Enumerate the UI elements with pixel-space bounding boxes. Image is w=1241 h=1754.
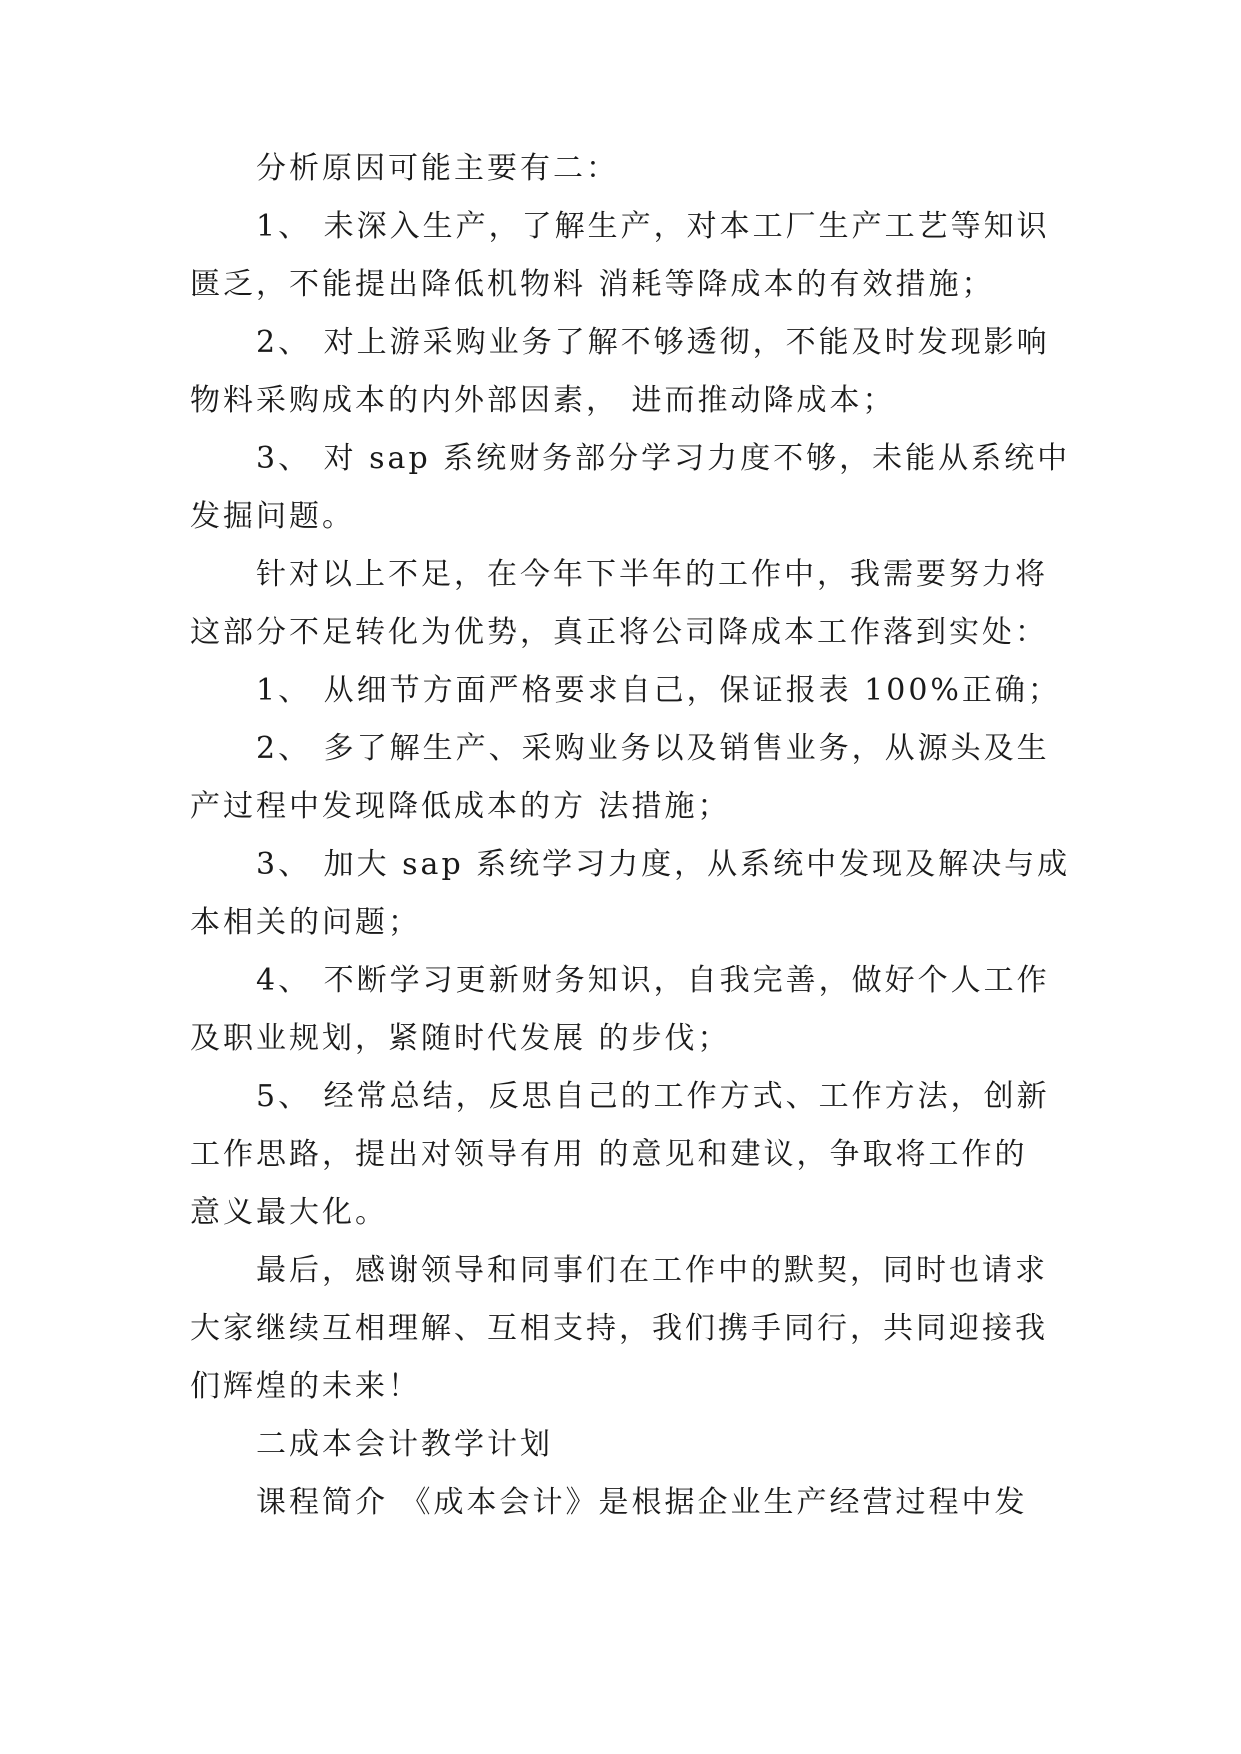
text-line: 工作思路，提出对领导有用 的意见和建议，争取将工作的	[190, 1137, 1028, 1172]
text-line: 产过程中发现降低成本的方 法措施；	[190, 789, 731, 824]
paragraph-analysis-intro	[190, 140, 1090, 198]
text-line: 2、 对上游采购业务了解不够透彻，不能及时发现影响	[256, 325, 1050, 360]
text-line: 们辉煌的未来！	[190, 1369, 421, 1404]
text-line: 意义最大化。	[190, 1195, 388, 1230]
text-line: 4、 不断学习更新财务知识，自我完善，做好个人工作	[256, 963, 1050, 998]
text-line: 大家继续互相理解、互相支持，我们携手同行，共同迎接我	[190, 1311, 1048, 1346]
text-line: 5、 经常总结，反思自己的工作方式、工作方法，创新	[256, 1079, 1050, 1114]
text-line: 3、 对 sap 系统财务部分学习力度不够，未能从系统中	[256, 441, 1071, 476]
paragraph-reason-2	[190, 314, 1090, 430]
text-line: 最后，感谢领导和同事们在工作中的默契，同时也请求	[256, 1253, 1048, 1288]
paragraph-measure-4	[190, 952, 1090, 1068]
text-line: 及职业规划，紧随时代发展 的步伐；	[190, 1021, 731, 1056]
text-line: 课程简介 《成本会计》是根据企业生产经营过程中发	[256, 1485, 1028, 1520]
text-line: 针对以上不足，在今年下半年的工作中，我需要努力将	[256, 557, 1048, 592]
paragraph-measure-2	[190, 720, 1090, 836]
paragraph-improvement-intro	[190, 546, 1090, 662]
paragraph-course-intro	[190, 1474, 1090, 1532]
text-line: 发掘问题。	[190, 499, 355, 534]
text-line: 本相关的问题；	[190, 905, 421, 940]
text-line: 3、 加大 sap 系统学习力度，从系统中发现及解决与成	[256, 847, 1071, 882]
text-line: 这部分不足转化为优势，真正将公司降成本工作落到实处：	[190, 615, 1048, 650]
text-line: 1、 从细节方面严格要求自己，保证报表 100%正确；	[256, 673, 1061, 708]
text-line: 分析原因可能主要有二：	[256, 151, 619, 186]
text-line: 2、 多了解生产、采购业务以及销售业务，从源头及生	[256, 731, 1050, 766]
text-line: 匮乏，不能提出降低机物料 消耗等降成本的有效措施；	[190, 267, 995, 302]
paragraph-measure-3	[190, 836, 1090, 952]
text-line: 二成本会计教学计划	[256, 1427, 553, 1462]
paragraph-closing	[190, 1242, 1090, 1416]
text-line: 物料采购成本的内外部因素， 进而推动降成本；	[190, 383, 896, 418]
section-heading	[190, 1416, 1090, 1474]
paragraph-measure-5	[190, 1068, 1090, 1242]
text-line: 1、 未深入生产，了解生产，对本工厂生产工艺等知识	[256, 209, 1050, 244]
paragraph-measure-1	[190, 662, 1090, 720]
paragraph-reason-3	[190, 430, 1090, 546]
paragraph-reason-1	[190, 198, 1090, 314]
